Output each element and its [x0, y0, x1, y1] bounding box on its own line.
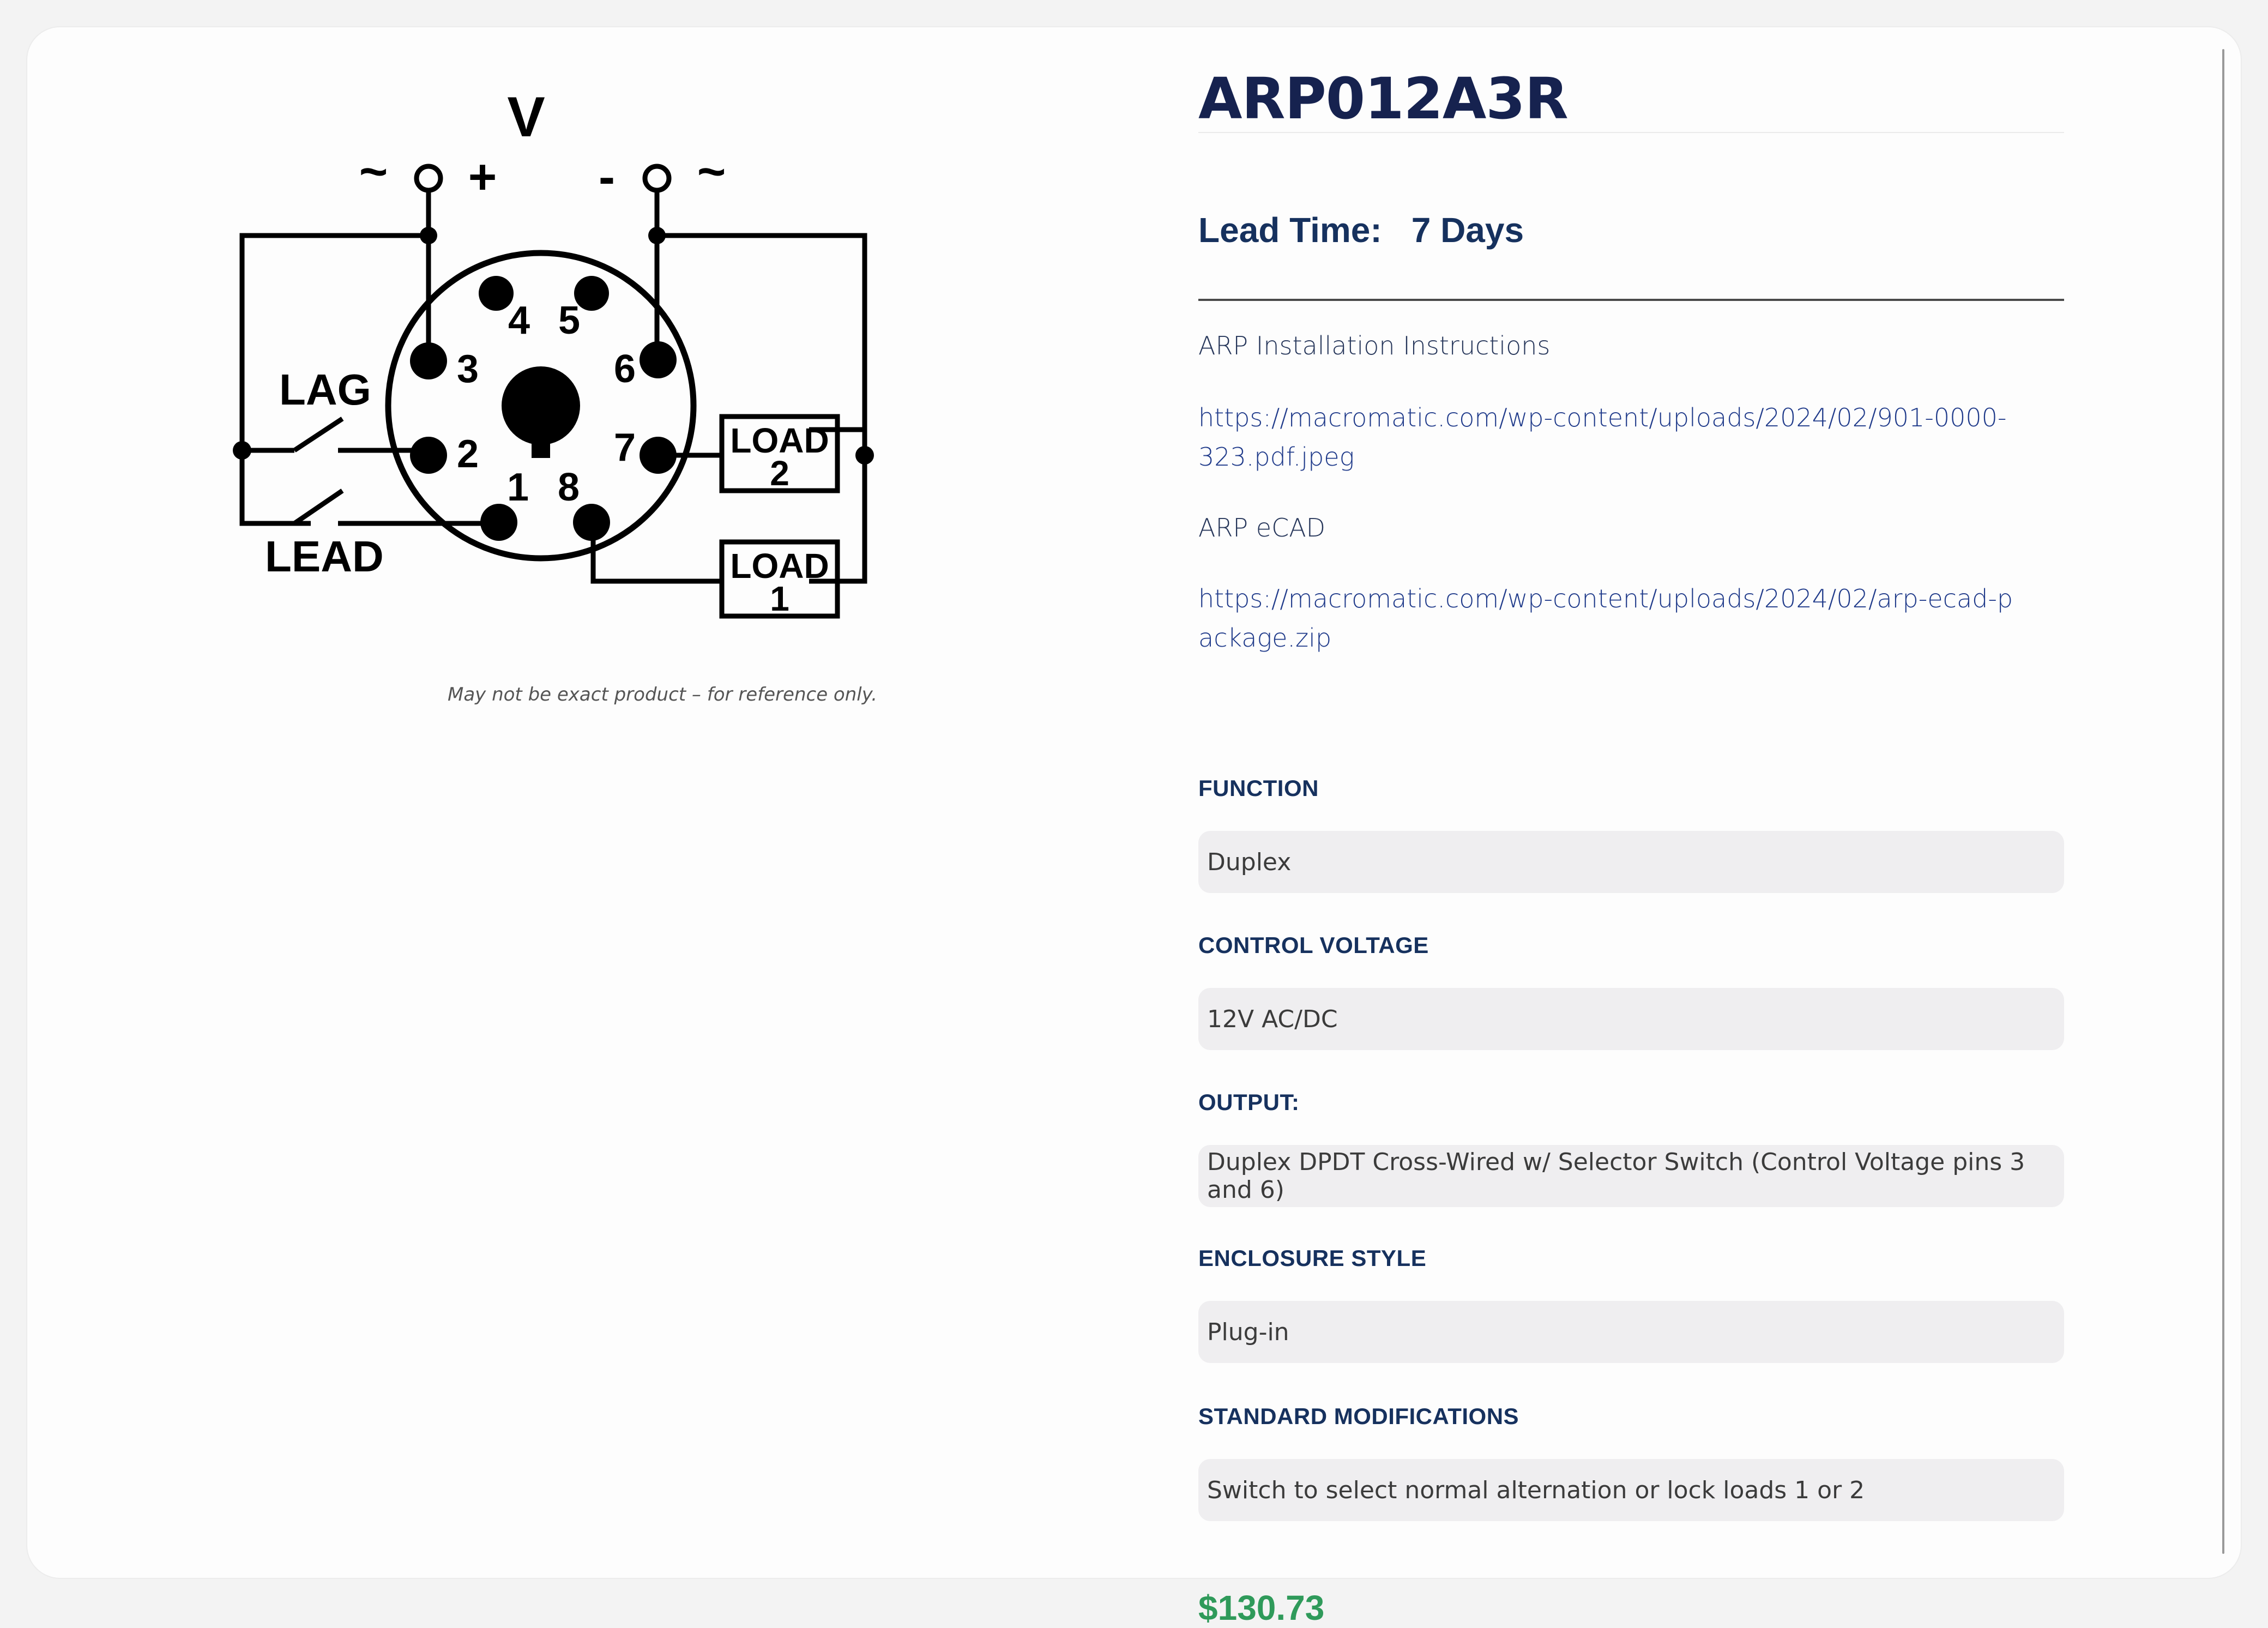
divider	[1198, 132, 2064, 133]
doc-ecad-label: ARP eCAD	[1198, 513, 1326, 542]
pin-7-label: 7	[613, 426, 636, 469]
doc-installation-label: ARP Installation Instructions	[1198, 331, 1551, 360]
spec-value-control-voltage: 12V AC/DC	[1198, 988, 2064, 1050]
spec-label-function: FUNCTION	[1198, 775, 1319, 801]
pin-6-label: 6	[613, 347, 636, 391]
tilde-right-label: ~	[697, 144, 726, 199]
spec-value-function: Duplex	[1198, 831, 2064, 893]
wiring-diagram-image	[207, 71, 916, 649]
lead-time-value: 7 Days	[1411, 210, 1524, 250]
minus-label: -	[599, 150, 615, 204]
spec-label-output: OUTPUT:	[1198, 1089, 1300, 1115]
lead-time-label: Lead Time:	[1198, 210, 1382, 250]
spec-label-control-voltage: CONTROL VOLTAGE	[1198, 932, 1429, 958]
pin-1-label: 1	[506, 466, 529, 509]
load1-label-line1: LOAD	[730, 546, 829, 586]
pin-3-label: 3	[456, 347, 479, 391]
spec-value-standard-modifications: Switch to select normal alternation or lock loads 1 or 2	[1198, 1459, 2064, 1521]
pin-2-label: 2	[456, 432, 479, 476]
doc-ecad-link[interactable]: https://macromatic.com/wp-content/uploads/2024/02/arp-ecad-package.zip	[1198, 584, 2013, 653]
scrollbar[interactable]	[2222, 49, 2224, 1554]
product-price: $130.73	[1198, 1588, 1325, 1627]
pin-4-label: 4	[508, 299, 530, 342]
lead-label: LEAD	[265, 532, 384, 581]
plus-label: +	[468, 150, 497, 204]
spec-label-standard-modifications: STANDARD MODIFICATIONS	[1198, 1403, 1519, 1429]
image-caption: May not be exact product – for reference only.	[447, 684, 878, 706]
load1-label-line2: 1	[770, 579, 789, 618]
product-title: ARP012A3R	[1198, 65, 1568, 132]
spec-value-output: Duplex DPDT Cross-Wired w/ Selector Switch (Control Voltage pins 3 and 6)	[1198, 1145, 2064, 1207]
divider	[1198, 299, 2064, 301]
load2-label-line2: 2	[770, 454, 789, 493]
voltage-label: V	[507, 86, 545, 149]
pin-5-label: 5	[558, 299, 581, 342]
doc-installation-link[interactable]: https://macromatic.com/wp-content/uploads/2024/02/901-0000-323.pdf.jpeg	[1198, 403, 2007, 472]
load2-label-line1: LOAD	[730, 421, 829, 460]
lag-label: LAG	[279, 365, 371, 414]
tilde-left-label: ~	[359, 144, 388, 199]
spec-label-enclosure-style: ENCLOSURE STYLE	[1198, 1245, 1427, 1271]
lead-time	[1198, 210, 1524, 250]
product-page	[27, 27, 2241, 1627]
pin-8-label: 8	[557, 466, 580, 509]
spec-value-enclosure-style: Plug-in	[1198, 1301, 2064, 1363]
